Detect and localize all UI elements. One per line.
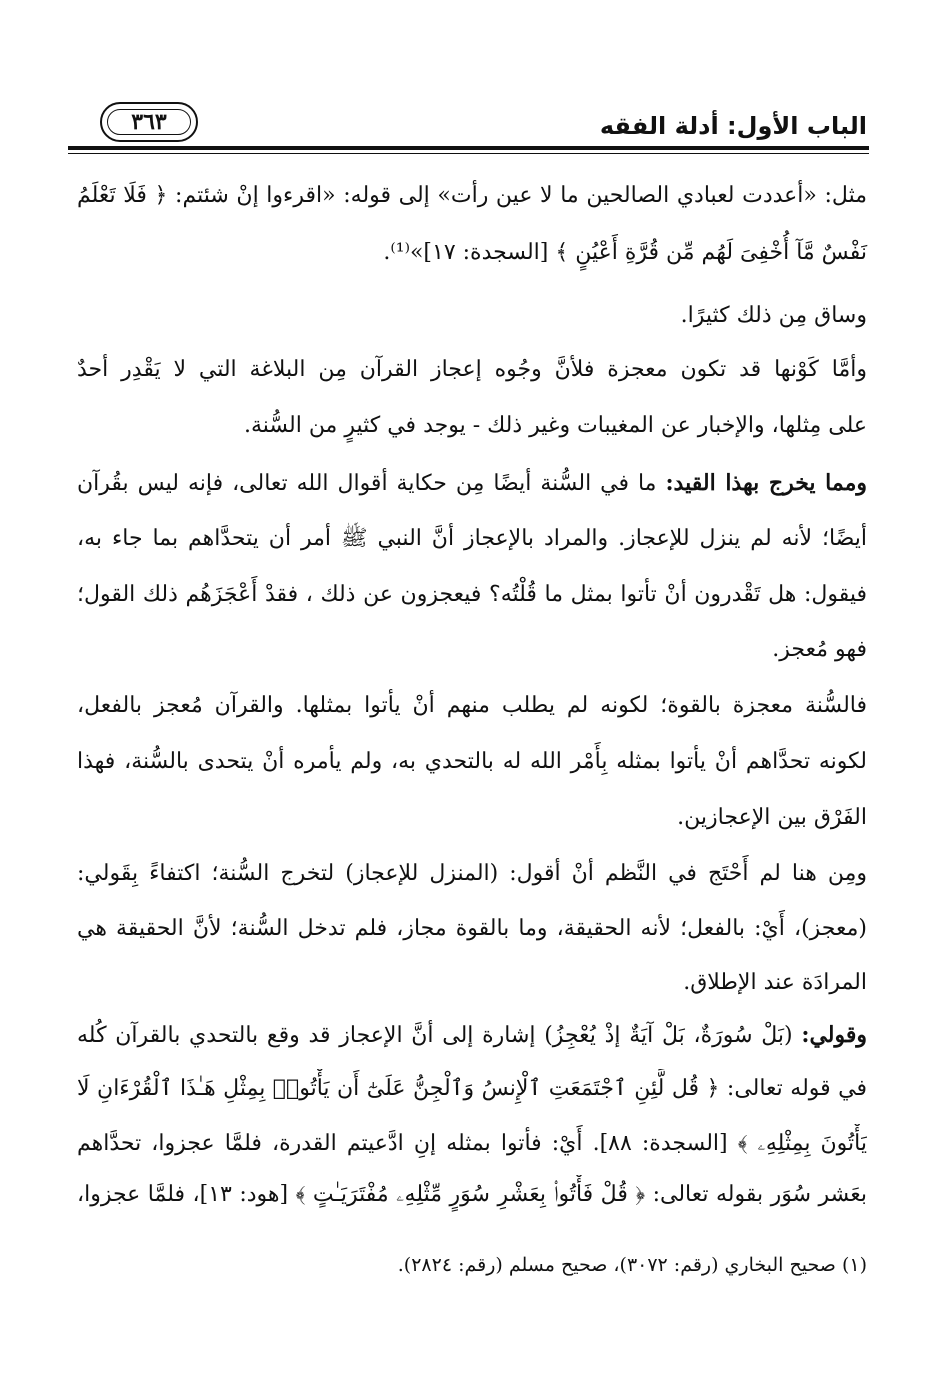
- text-line: فهو مُعجز.: [772, 637, 867, 662]
- text-line: نَفْسٌ مَّآ أُخْفِىَ لَهُم مِّن قُرَّةِ أَعْيُنٍ ﴾ [السجدة: ١٧]»⁽¹⁾.: [383, 240, 867, 265]
- text-line: مثل: «أعددت لعبادي الصالحين ما لا عين رأت» إلى قوله: «اقرءوا إنْ شئتم: ﴿ فَلَا تَعْلَمُ: [77, 183, 867, 208]
- text-line: في قوله تعالى: ﴿ قُل لَّئِنِ ٱجْتَمَعَتِ ٱلْإِنسُ وَٱلْجِنُّ عَلَىٰٓ أَن يَأْتُوا۟ بِمِثْلِ هَـٰذَا ٱلْقُرْءَانِ لَا: [77, 1076, 867, 1101]
- page-number-frame: [100, 102, 198, 142]
- page-number: ٣٦٣: [131, 109, 167, 135]
- text-line: [77, 463, 867, 503]
- text-line: أيضًا؛ لأنه لم ينزل للإعجاز. والمراد بالإعجاز أنَّ النبي ﷺ أمر أن يتحدَّاهم بما جاء به،: [77, 526, 867, 551]
- text-line: فيقول: هل تَقْدرون أنْ تأتوا بمثل ما قُلْتُه؟ فيعجزون عن ذلك ، فقدْ أَعْجَزَهُم ذلك القول؛: [77, 582, 867, 607]
- header-rule-thin: [68, 153, 869, 154]
- lead-phrase: وقولي:: [801, 1022, 867, 1048]
- text-line: [77, 1015, 867, 1055]
- text-line: فالسُّنة معجزة بالقوة؛ لكونه لم يطلب منهم أنْ يأتوا بمثلها. والقرآن مُعجز بالفعل،: [77, 693, 867, 718]
- text-line: لكونه تحدَّاهم أنْ يأتوا بمثله بِأَمْر الله له بالتحدي به، ولم يأمره أنْ يتحدى بالسُّنة، فهذا: [77, 749, 867, 774]
- chapter-title: الباب الأول: أدلة الفقه: [599, 112, 867, 140]
- text-line: (معجز)، أَيْ: بالفعل؛ لأنه الحقيقة، وما بالقوة مجاز، فلم تدخل السُّنة؛ لأنَّ الحقيقة هي: [77, 916, 867, 941]
- footnote: (١) صحيح البخاري (رقم: ٣٠٧٢)، صحيح مسلم (رقم: ٢٨٢٤).: [397, 1254, 867, 1276]
- text-line: وأمَّا كَوْنها قد تكون معجزة فلأنَّ وجُوه إعجاز القرآن مِن البلاغة التي لا يَقْدِر أحدٌ: [77, 357, 867, 382]
- text-line: وساق مِن ذلك كثيرًا.: [680, 303, 867, 328]
- lead-phrase: ومما يخرج بهذا القيد:: [665, 470, 867, 496]
- text-line: ومِن هنا لم أَحْتَج في النَّظم أنْ أقول: (المنزل للإعجاز) لتخرج السُّنة؛ اكتفاءً بِقَولي:: [77, 861, 867, 886]
- text-line: الفَرْق بين الإعجازين.: [677, 805, 867, 830]
- header-rule-thick: [68, 146, 869, 150]
- text-run: ما في السُّنة أيضًا مِن حكاية أقوال الله تعالى، فإنه ليس بقُرآن: [77, 471, 657, 496]
- text-line: بعَشر سُوَر بقوله تعالى: ﴿ قُلْ فَأْتُوا۟ بِعَشْرِ سُوَرٍ مِّثْلِهِۦ مُفْتَرَيَـٰتٍ ﴾ [هود: ١٣]، فلمَّا عجزوا،: [77, 1182, 867, 1207]
- text-line: على مِثلها، والإخبار عن المغيبات وغير ذلك - يوجد في كثيرٍ من السُّنة.: [243, 413, 867, 438]
- text-line: يَأْتُونَ بِمِثْلِهِۦ ﴾ [السجدة: ٨٨]. أَيْ: فأتوا بمثله إنِ ادَّعيتم القدرة، فلمَّا عجزوا، تحدَّاهم: [77, 1131, 867, 1156]
- text-run: (بَلْ سُورَةٌ، بَلْ آيَةٌ إذْ يُعْجِزُ) إشارة إلى أنَّ الإعجاز قد وقع بالتحدي بالقرآن كُله: [77, 1023, 793, 1048]
- text-line: المرادَة عند الإطلاق.: [683, 970, 867, 995]
